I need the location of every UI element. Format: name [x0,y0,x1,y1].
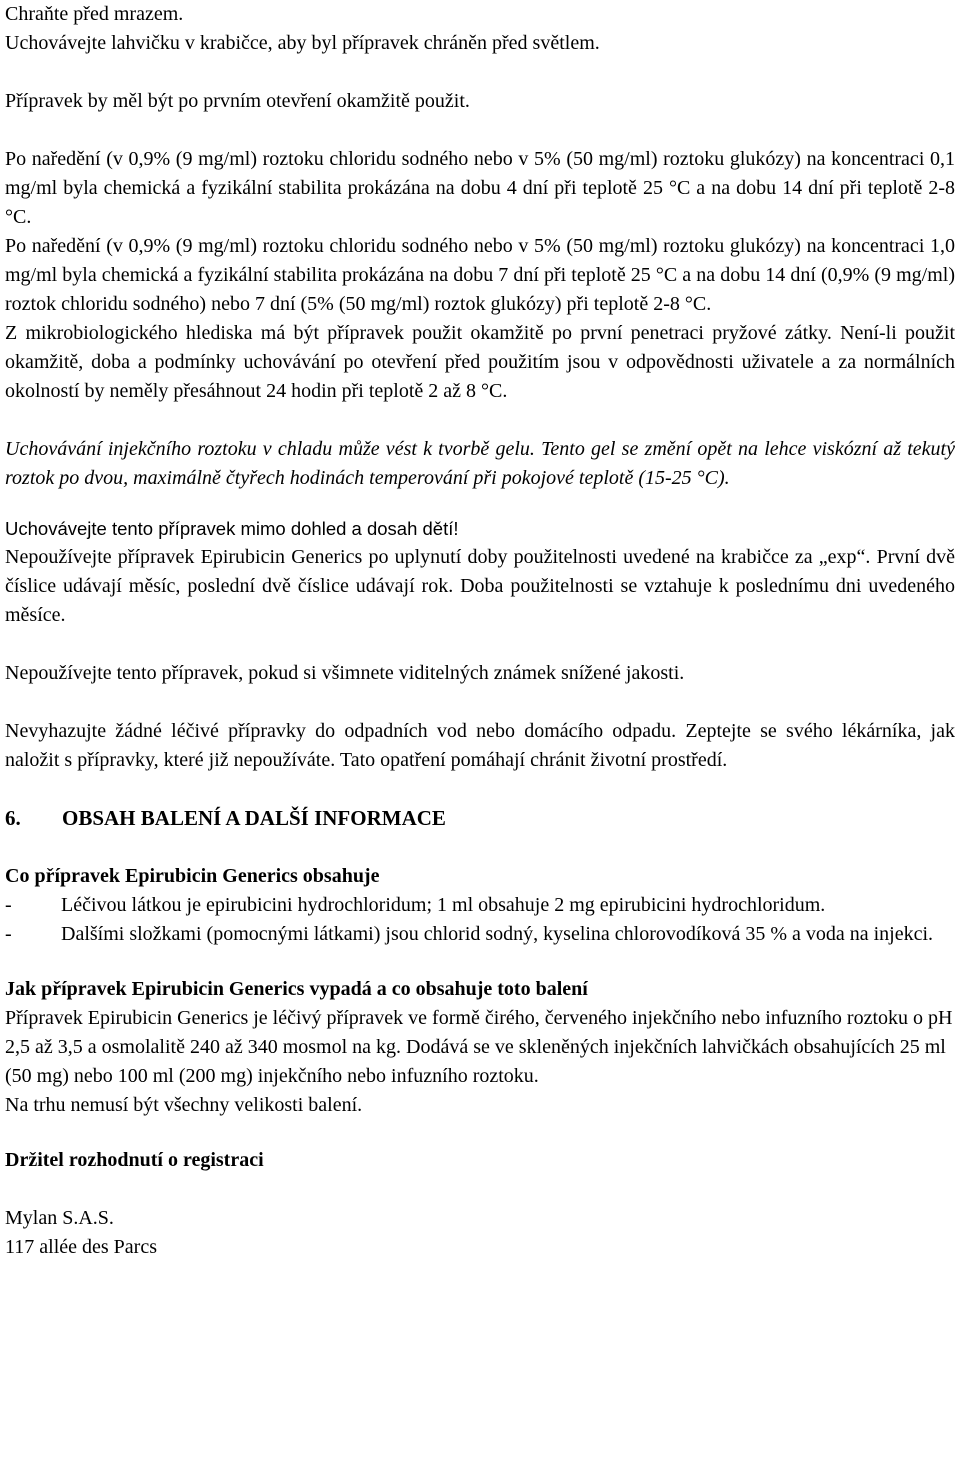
children-warning-text: Uchovávejte tento přípravek mimo dohled a dosah dětí! [5,518,459,539]
holder-name: Mylan S.A.S. [5,1207,114,1229]
appearance-para: Přípravek Epirubicin Generics je léčivý přípravek ve formě čirého, červeného injekčního nebo infuzního roztoku o pH 2,5 až 3,5 a osmolalitě 240 až 340 mosmol na kg. Dodává se ve skleněných injekčních lahvičkách obsahujících 25 ml (50 mg) nebo 100 ml (200 mg) injekčního nebo infuzního roztoku. [5,1007,953,1087]
active-substance-text: Léčivou látkou je epirubicini hydrochloridum; 1 ml obsahuje 2 mg epirubicini hydrochloridum. [61,894,826,916]
section-6-number: 6. [5,806,21,830]
holder-address: 117 allée des Parcs [5,1236,157,1258]
holder-heading: Držitel rozhodnutí o registraci [5,1149,264,1171]
section-6-heading [5,804,955,833]
pack-sizes-note: Na trhu nemusí být všechny velikosti balení. [5,1094,363,1116]
expiry-para: Nepoužívejte přípravek Epirubicin Generics po uplynutí doby použitelnosti uvedené na krabičce za „exp“. První dvě číslice udávají měsíc, poslední dvě číslice udávají rok. Doba použitelnosti se vztahuje k poslednímu dni uvedeného měsíce. [5,546,955,626]
dilution-stability-para-1: Po naředění (v 0,9% (9 mg/ml) roztoku chloridu sodného nebo v 5% (50 mg/ml) roztoku glukózy) na koncentraci 0,1 mg/ml byla chemická a fyzikální stabilita prokázána na dobu 4 dní při teplotě 25 °C a na dobu 14 dní při teplotě 2-8 °C. [5,148,955,228]
excipients-text: Dalšími složkami (pomocnými látkami) jsou chlorid sodný, kyselina chlorovodíková 35 % a voda na injekci. [61,923,934,945]
storage-light-text: Uchovávejte lahvičku v krabičce, aby byl přípravek chráněn před světlem. [5,32,600,54]
list-item [5,891,955,920]
list-dash: - [5,923,12,945]
list-item [5,920,955,949]
dilution-stability-para-2: Po naředění (v 0,9% (9 mg/ml) roztoku chloridu sodného nebo v 5% (50 mg/ml) roztoku glukózy) na koncentraci 1,0 mg/ml byla chemická a fyzikální stabilita prokázána na dobu 7 dní při teplotě 25 °C a na dobu 14 dní (0,9% (9 mg/ml) roztok chloridu sodného) nebo 7 dní (5% (50 mg/ml) roztok glukózy) při teplotě 2-8 °C. [5,235,955,315]
section-6-title: OBSAH BALENÍ A DALŠÍ INFORMACE [62,806,446,830]
gel-warning-para: Uchovávání injekčního roztoku v chladu může vést k tvorbě gelu. Tento gel se změní opět na lehce viskózní až tekutý roztok po dvou, maximálně čtyřech hodinách temperování při pokojové teplotě (15-25 °C). [5,438,955,489]
storage-frost-text: Chraňte před mrazem. [5,3,184,25]
document-page [5,0,955,1262]
microbiology-para: Z mikrobiologického hlediska má být přípravek použit okamžitě po první penetraci pryžové zátky. Není-li použit okamžitě, doba a podmínky uchovávání po otevření před použitím jsou v odpovědnosti uživatele a za normálních okolností by neměly přesáhnout 24 hodin při teplotě 2 až 8 °C. [5,322,955,402]
appearance-heading: Jak přípravek Epirubicin Generics vypadá a co obsahuje toto balení [5,978,588,1000]
list-dash: - [5,894,12,916]
contains-heading: Co přípravek Epirubicin Generics obsahuje [5,865,380,887]
storage-after-opening-text: Přípravek by měl být po prvním otevření okamžitě použit. [5,90,470,112]
deterioration-para: Nepoužívejte tento přípravek, pokud si všimnete viditelných známek snížené jakosti. [5,662,685,684]
disposal-para: Nevyhazujte žádné léčivé přípravky do odpadních vod nebo domácího odpadu. Zeptejte se svého lékárníka, jak naložit s přípravky, které již nepoužíváte. Tato opatření pomáhají chránit životní prostředí. [5,720,955,771]
